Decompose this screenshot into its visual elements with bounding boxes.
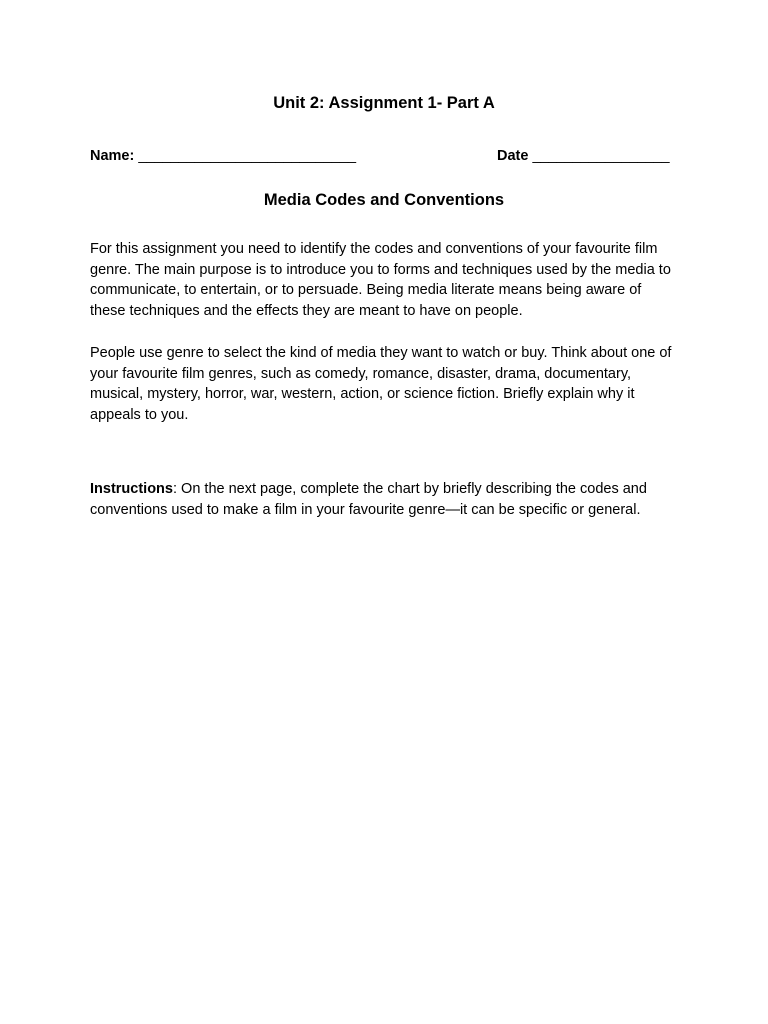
genre-paragraph: People use genre to select the kind of media they want to watch or buy. Think about one of your favourite film genres, such as comedy, romance, disaster, drama, documentary, musical, mystery, horror, war, western, action, or science fiction. Briefly explain why it appeals to you. (90, 345, 672, 424)
date-blank-line: _________________ (532, 148, 670, 164)
page-title: Unit 2: Assignment 1- Part A (273, 94, 495, 112)
name-blank-line: ___________________________ (138, 148, 357, 164)
name-field (90, 146, 356, 166)
instructions-paragraph (90, 479, 680, 520)
date-field (497, 146, 670, 166)
instructions-label: Instructions (90, 481, 173, 497)
name-label: Name: (90, 148, 135, 164)
intro-paragraph: For this assignment you need to identify the codes and conventions of your favourite film genre. The main purpose is to introduce you to forms and techniques used by the media to communicate, to entertain, or to persuade. Being media literate means being aware of these techniques and the effects they are meant to have on people. (90, 241, 671, 320)
date-label: Date (497, 148, 529, 164)
section-heading: Media Codes and Conventions (263, 191, 505, 209)
instructions-text: : On the next page, complete the chart by briefly describing the codes and conventions used to make a film in your favourite genre—it can be specific or general. (90, 481, 647, 518)
name-date-row (90, 146, 680, 166)
